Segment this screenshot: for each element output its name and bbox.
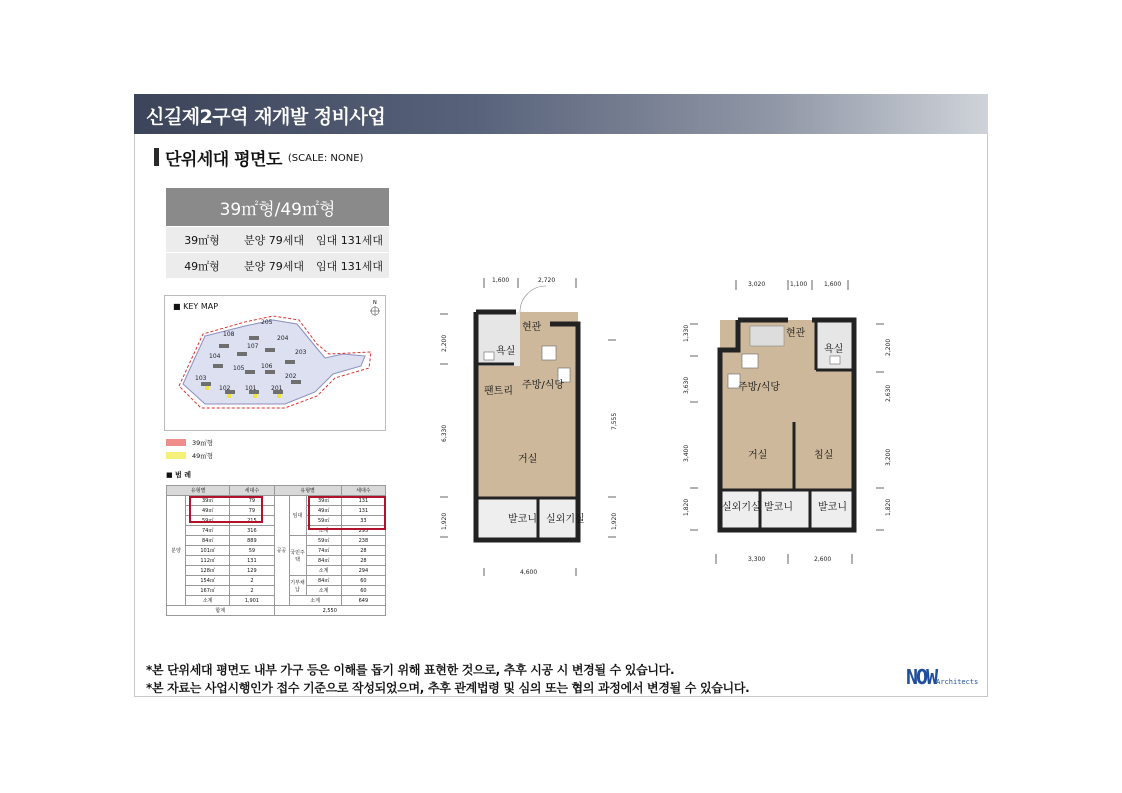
group-cell: 공공 [274, 496, 289, 606]
dim-label: 7,555 [611, 412, 618, 430]
legend-label-39: 39㎡형 [192, 439, 214, 447]
floor-plan-39 [430, 272, 630, 582]
dim-label: 1,600 [824, 281, 842, 288]
type-cell: 84㎡ [306, 556, 341, 566]
room-label: 욕실 [824, 344, 844, 355]
marker [205, 386, 209, 390]
site-map [165, 296, 385, 430]
header-cell: 세대수 [341, 486, 385, 496]
type-cell: 49㎡ [306, 506, 341, 516]
type-cell: 소계 [186, 596, 230, 606]
header-cell: 유형별 [167, 486, 230, 496]
building [265, 348, 275, 352]
room-label: 침실 [814, 450, 834, 461]
group-cell: 기부채납 [289, 576, 306, 596]
room-label: 실외기실 [722, 502, 761, 513]
building-label: 201 [271, 385, 283, 392]
logo-mark: NOW [906, 665, 937, 689]
legend-swatch-39 [166, 439, 186, 446]
highlight-box-sale [189, 496, 263, 523]
type-cell: 59㎡ [306, 536, 341, 546]
section-scale: (SCALE: NONE) [287, 153, 364, 164]
room-label: 거실 [518, 454, 538, 465]
count-cell: 28 [341, 556, 385, 566]
section-heading [154, 147, 364, 170]
dim-label: 1,820 [683, 498, 690, 516]
building [265, 370, 275, 374]
building [213, 364, 223, 368]
count-cell: 889 [230, 536, 274, 546]
building [237, 352, 247, 356]
type-cell: 167㎡ [186, 586, 230, 596]
dim-label: 2,600 [814, 556, 832, 563]
architects-logo [906, 665, 978, 689]
dim-label: 6,330 [441, 424, 448, 442]
type-table-header: 39㎡형/49㎡형 [166, 188, 389, 226]
sink-icon [742, 354, 758, 368]
cooktop-icon [542, 346, 556, 360]
dim-label: 1,100 [790, 281, 808, 288]
building-label: 102 [219, 385, 231, 392]
sale-cell: 분양 79세대 [244, 259, 304, 273]
count-cell: 131 [341, 496, 385, 506]
room-label: 현관 [786, 328, 806, 339]
building-label: 106 [261, 363, 273, 370]
type-cell: 소계 [306, 566, 341, 576]
room-label: 발코니 [764, 502, 793, 513]
dim-label: 3,630 [683, 376, 690, 394]
keymap-title: ■ KEY MAP [173, 302, 219, 311]
dim-label: 2,200 [885, 338, 892, 356]
rent-cell: 임대 131세대 [316, 233, 383, 247]
type-cell: 49㎡형 [184, 259, 220, 273]
toilet-icon [484, 352, 494, 360]
toilet-icon [830, 356, 840, 364]
building [245, 370, 255, 374]
marker [277, 394, 281, 398]
group-cell: 임대 [289, 496, 306, 536]
dim-label: 3,020 [748, 281, 766, 288]
dim-label: 4,600 [520, 569, 538, 576]
dim-label: 1,600 [492, 277, 510, 284]
type-cell: 59㎡ [186, 516, 230, 526]
sale-cell: 분양 79세대 [244, 233, 304, 247]
count-cell: 60 [341, 576, 385, 586]
count-cell: 60 [341, 586, 385, 596]
room-label: 실외기실 [546, 514, 585, 525]
count-cell: 294 [341, 566, 385, 576]
group-cell: 분양 [167, 496, 186, 606]
room-label: 발코니 [508, 514, 537, 525]
room-label: 주방/식당 [522, 380, 565, 391]
dim-label: 2,720 [538, 277, 556, 284]
type-cell: 59㎡ [306, 516, 341, 526]
note-line: *본 자료는 사업시행인가 접수 기준으로 작성되었으며, 추후 관계법령 및 심의 또는 협의 과정에서 변경될 수 있습니다. [146, 681, 750, 695]
legend-label-49: 49㎡형 [192, 452, 214, 460]
legend-heading: ■ 범 례 [166, 471, 192, 479]
dim-label: 1,820 [885, 498, 892, 516]
table-header-row [167, 486, 386, 496]
door-swing [520, 286, 546, 312]
type-cell: 74㎡ [306, 546, 341, 556]
building-label: 107 [247, 343, 259, 350]
dim-label: 2,630 [885, 384, 892, 402]
type-cell: 128㎡ [186, 566, 230, 576]
type-cell: 소계 [306, 586, 341, 596]
room-label: 팬트리 [484, 386, 513, 397]
north-label: N [373, 300, 377, 306]
dim-label: 3,300 [748, 556, 766, 563]
type-cell: 74㎡ [186, 526, 230, 536]
type-cell: 84㎡ [186, 536, 230, 546]
section-marker [154, 148, 159, 166]
dim-label: 1,920 [611, 512, 618, 530]
building-label: 103 [195, 375, 207, 382]
room-label: 주방/식당 [738, 382, 781, 393]
count-cell: 215 [230, 516, 274, 526]
type-cell: 154㎡ [186, 576, 230, 586]
type-cell: 소계 [306, 526, 341, 536]
title-banner [134, 94, 988, 134]
closet [750, 326, 784, 346]
building [249, 336, 259, 340]
table-row [166, 226, 389, 252]
room-label: 거실 [748, 450, 768, 461]
count-cell: 33 [341, 516, 385, 526]
marker [253, 394, 257, 398]
type-cell: 112㎡ [186, 556, 230, 566]
building-label: 108 [223, 331, 235, 338]
floor-plan-49 [676, 272, 896, 582]
count-cell: 131 [341, 506, 385, 516]
table-row [166, 252, 389, 278]
building-label: 105 [233, 365, 245, 372]
marker [227, 394, 231, 398]
count-cell: 2 [230, 576, 274, 586]
type-cell: 84㎡ [306, 576, 341, 586]
bath-floor [476, 312, 520, 366]
type-cell: 101㎡ [186, 546, 230, 556]
dim-label: 1,920 [441, 512, 448, 530]
building [219, 344, 229, 348]
room-label: 현관 [522, 322, 542, 333]
building-label: 205 [261, 319, 273, 326]
count-cell: 59 [230, 546, 274, 556]
count-cell: 79 [230, 496, 274, 506]
header-cell: 세대수 [230, 486, 274, 496]
type-cell: 39㎡ [186, 496, 230, 506]
legend-49 [166, 451, 213, 460]
building-label: 104 [209, 353, 221, 360]
legend-swatch-49 [166, 452, 186, 459]
building-label: 203 [295, 349, 307, 356]
type-cell: 소계 [289, 596, 341, 606]
dim-label: 1,330 [683, 324, 690, 342]
dim-label: 3,400 [683, 444, 690, 462]
count-cell: 79 [230, 506, 274, 516]
section-title: 단위세대 평면도 [165, 149, 282, 170]
count-cell: 28 [341, 546, 385, 556]
count-cell: 649 [341, 596, 385, 606]
building-label: 202 [285, 373, 297, 380]
total-label: 합계 [167, 606, 275, 616]
count-cell: 238 [341, 536, 385, 546]
note-line: *본 단위세대 평면도 내부 가구 등은 이해를 돕기 위해 표현한 것으로, 추후 시공 시 변경될 수 있습니다. [146, 663, 675, 677]
page-title: 신길제2구역 재개발 정비사업 [146, 106, 386, 128]
count-cell: 316 [230, 526, 274, 536]
type-cell: 39㎡ [306, 496, 341, 506]
rent-cell: 임대 131세대 [316, 259, 383, 273]
dim-label: 3,200 [885, 448, 892, 466]
key-map [164, 295, 386, 431]
count-cell: 1,901 [230, 596, 274, 606]
legend-39 [166, 438, 213, 447]
header-cell: 유형별 [274, 486, 341, 496]
count-cell: 131 [230, 556, 274, 566]
count-cell: 2 [230, 586, 274, 596]
table-total-row [167, 606, 386, 616]
logo-text: Architects [936, 678, 979, 686]
dim-label: 2,200 [441, 334, 448, 352]
count-cell: 295 [341, 526, 385, 536]
total-value: 2,550 [274, 606, 386, 616]
building [201, 382, 211, 386]
highlight-box-rent [308, 496, 386, 530]
building [291, 380, 301, 384]
building-label: 101 [245, 385, 257, 392]
building [285, 360, 295, 364]
type-cell: 39㎡형 [184, 233, 220, 247]
group-cell: 국민주택 [289, 536, 306, 576]
room-label: 욕실 [496, 346, 516, 357]
type-cell: 49㎡ [186, 506, 230, 516]
count-cell: 129 [230, 566, 274, 576]
building-label: 204 [277, 335, 289, 342]
type-summary-table [166, 188, 389, 278]
room-label: 발코니 [818, 502, 847, 513]
